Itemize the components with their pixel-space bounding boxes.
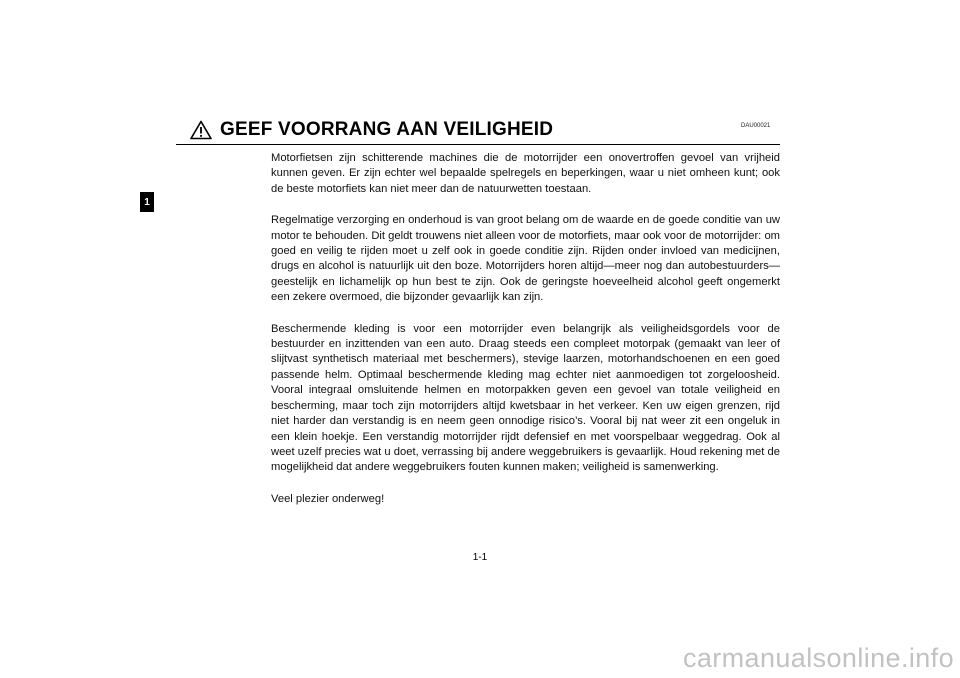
body-text [271, 151, 780, 523]
paragraph-maintenance: Regelmatige verzorging en onderhoud is van groot belang om de waarde en de goede conditie van uw motor te behouden. Dit geldt trouwens niet alleen voor de motorfiets, maar ook voor de motorrijder: om goed en veilig te rijden moet u zelf ook in goede conditie zijn. Rijden onder invloed van medicijnen, drugs en alcohol is natuurlijk uit den boze. Motorrijders horen altijd—meer nog dan autobestuurders—geestelijk en lichamelijk op hun best te zijn. Ook de geringste hoeveelheid alcohol geeft ongemerkt een zekere overmoed, die bijzonder gevaarlijk kan zijn. [271, 214, 780, 304]
page-title: GEEF VOORRANG AAN VEILIGHEID [220, 119, 554, 140]
paragraph-protective-clothing: Beschermende kleding is voor een motorrijder even belangrijk als veiligheidsgordels voor de bestuurder en inzittenden van een auto. Draag steeds een compleet motorpak (gemaakt van leer of slijtvast synthetisch materiaal met beschermers), stevige laarzen, motorhandschoenen en een goed passende helm. Optimaal beschermende kleding mag echter niet aanmoedigen tot zorgeloosheid. Vooral integraal omsluitende helmen en motorpakken geven een gevoel van totale veiligheid en bescherming, maar toch zijn motorrijders altijd kwetsbaar in het verkeer. Ken uw eigen grenzen, rijd niet harder dan verstandig is en neem geen onnodige risico’s. Vooral bij nat weer zit een ongeluk in een klein hoekje. Een verstandig motorrijder rijdt defensief en met voorspelbaar weggedrag. Ook al weet uzelf precies wat u doet, verrassing bij andere weggebruikers is gevaarlijk. Houd rekening met de mogelijkheid dat andere weggebruikers fouten kunnen maken; veiligheid is samenwerking. [271, 322, 780, 474]
section-header [190, 119, 553, 141]
document-code: DAU00021 [741, 123, 771, 129]
paragraph-closing: Veel plezier onderweg! [271, 492, 385, 505]
paragraph-intro: Motorfietsen zijn schitterende machines die de motorrijder een onovertroffen gevoel van vrijheid kunnen geven. Er zijn echter wel bepaalde spelregels en beperkingen, waar u niet omheen kunt; ook de beste motorfiets kan niet meer dan de natuurwetten toestaan. [271, 152, 780, 195]
warning-triangle-icon [190, 120, 212, 140]
watermark: carmanualsonline.info [682, 643, 954, 673]
chapter-tab: 1 [140, 192, 154, 212]
page-number: 1-1 [472, 552, 488, 563]
header-rule [176, 144, 780, 145]
